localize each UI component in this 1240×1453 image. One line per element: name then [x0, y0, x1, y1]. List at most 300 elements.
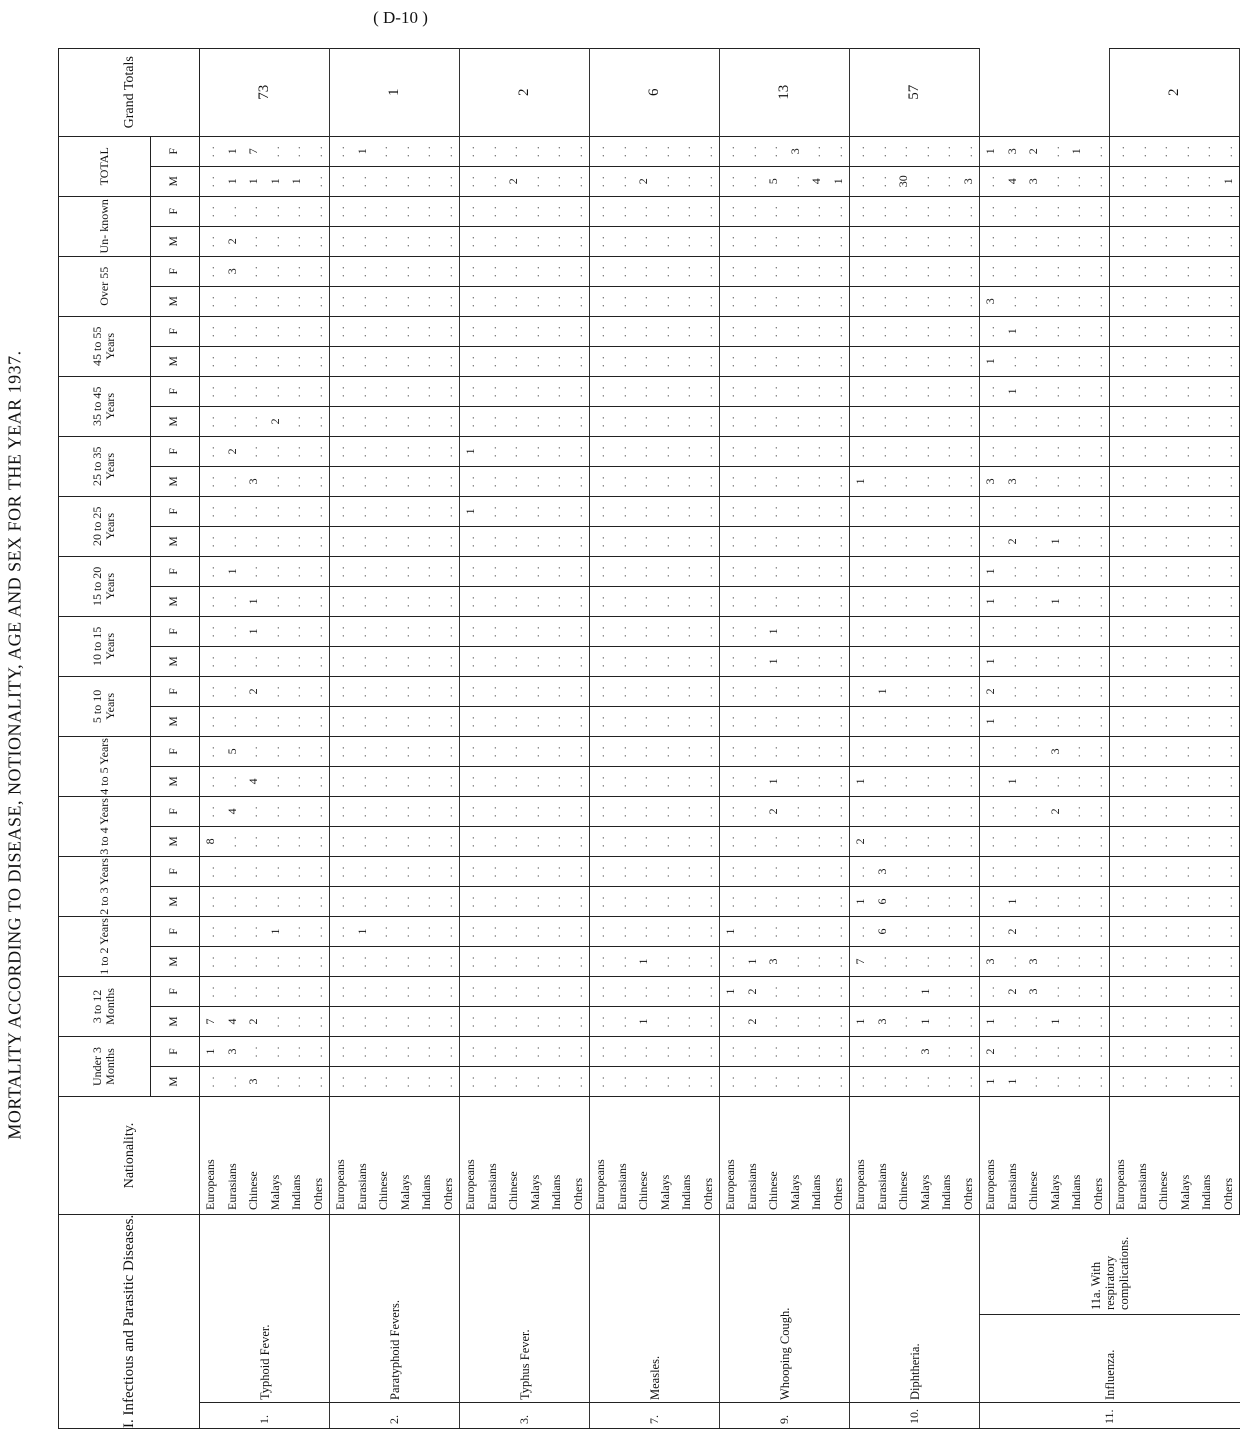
empty-cell: . .	[612, 886, 634, 916]
empty-cell: . .	[1153, 556, 1175, 586]
empty-cell: . .	[1196, 706, 1218, 736]
table-row	[330, 48, 352, 1428]
empty-cell: . .	[503, 676, 525, 706]
empty-cell: . .	[698, 466, 720, 496]
empty-cell: . .	[460, 526, 482, 556]
empty-cell: . .	[265, 496, 287, 526]
disease-name: Influenza.	[980, 1315, 1240, 1403]
empty-cell: . .	[395, 376, 417, 406]
empty-cell: . .	[438, 496, 460, 526]
empty-cell: . .	[568, 976, 590, 1006]
empty-cell: . .	[1153, 676, 1175, 706]
empty-cell: . .	[395, 1066, 417, 1096]
empty-cell: . .	[806, 496, 828, 526]
empty-cell: . .	[1175, 1066, 1197, 1096]
empty-cell: . .	[742, 286, 764, 316]
empty-cell: . .	[438, 946, 460, 976]
empty-cell: . .	[633, 916, 655, 946]
empty-cell: . .	[1218, 766, 1240, 796]
empty-cell: . .	[438, 316, 460, 346]
empty-cell: . .	[395, 196, 417, 226]
male-subheader: M	[150, 1066, 199, 1096]
empty-cell: . .	[893, 256, 915, 286]
empty-cell: . .	[1002, 556, 1024, 586]
empty-cell: . .	[612, 796, 634, 826]
empty-cell: . .	[1132, 886, 1154, 916]
empty-cell: . .	[546, 586, 568, 616]
empty-cell: . .	[265, 736, 287, 766]
empty-cell: . .	[1066, 226, 1088, 256]
empty-cell: . .	[1175, 256, 1197, 286]
empty-cell: . .	[352, 946, 374, 976]
empty-cell: . .	[373, 526, 395, 556]
empty-cell: . .	[222, 526, 244, 556]
mortality-table	[58, 48, 1240, 1429]
empty-cell: . .	[612, 826, 634, 856]
empty-cell: . .	[438, 676, 460, 706]
empty-cell: . .	[1045, 166, 1067, 196]
empty-cell: . .	[1175, 976, 1197, 1006]
empty-cell: . .	[612, 166, 634, 196]
empty-cell: . .	[1196, 316, 1218, 346]
empty-cell: . .	[525, 646, 547, 676]
empty-cell: . .	[655, 196, 677, 226]
empty-cell: . .	[1218, 496, 1240, 526]
empty-cell: . .	[460, 586, 482, 616]
empty-cell: . .	[850, 736, 872, 766]
empty-cell: . .	[915, 376, 937, 406]
female-subheader: F	[150, 436, 199, 466]
empty-cell: . .	[633, 376, 655, 406]
empty-cell: . .	[265, 1006, 287, 1036]
empty-cell: . .	[806, 556, 828, 586]
empty-cell: . .	[828, 736, 850, 766]
empty-cell: . .	[872, 316, 894, 346]
nationality-label: Eurasians	[612, 1096, 634, 1214]
empty-cell: . .	[460, 1006, 482, 1036]
empty-cell: . .	[243, 736, 265, 766]
empty-cell: . .	[785, 436, 807, 466]
empty-cell: . .	[1023, 376, 1045, 406]
empty-cell: . .	[1132, 556, 1154, 586]
empty-cell: . .	[1218, 946, 1240, 976]
male-subheader: M	[150, 466, 199, 496]
empty-cell: . .	[308, 406, 330, 436]
empty-cell: . .	[828, 496, 850, 526]
empty-cell: . .	[742, 376, 764, 406]
empty-cell: . .	[872, 346, 894, 376]
empty-cell: . .	[720, 796, 742, 826]
empty-cell: . .	[1132, 796, 1154, 826]
empty-cell: . .	[1196, 826, 1218, 856]
empty-cell: . .	[915, 316, 937, 346]
empty-cell: . .	[612, 616, 634, 646]
empty-cell: . .	[698, 436, 720, 466]
empty-cell: . .	[720, 436, 742, 466]
empty-cell: . .	[1002, 1006, 1024, 1036]
empty-cell: . .	[806, 316, 828, 346]
empty-cell: . .	[1045, 1066, 1067, 1096]
empty-cell: . .	[460, 1066, 482, 1096]
empty-cell: . .	[612, 226, 634, 256]
empty-cell: . .	[395, 226, 417, 256]
empty-cell: . .	[1196, 346, 1218, 376]
empty-cell: . .	[915, 646, 937, 676]
grand-total-value: 57	[850, 48, 980, 136]
empty-cell: . .	[286, 226, 308, 256]
empty-cell: . .	[373, 646, 395, 676]
empty-cell: . .	[633, 796, 655, 826]
empty-cell: . .	[1088, 1036, 1110, 1066]
male-subheader: M	[150, 646, 199, 676]
empty-cell: . .	[612, 256, 634, 286]
empty-cell: . .	[1153, 466, 1175, 496]
empty-cell: . .	[525, 1036, 547, 1066]
empty-cell: . .	[1175, 796, 1197, 826]
empty-cell: . .	[482, 556, 504, 586]
empty-cell: . .	[958, 616, 980, 646]
empty-cell: . .	[1153, 646, 1175, 676]
count-cell: 3	[1045, 736, 1067, 766]
empty-cell: . .	[243, 916, 265, 946]
empty-cell: . .	[243, 706, 265, 736]
empty-cell: . .	[286, 706, 308, 736]
empty-cell: . .	[655, 166, 677, 196]
empty-cell: . .	[568, 826, 590, 856]
empty-cell: . .	[676, 466, 698, 496]
empty-cell: . .	[1153, 346, 1175, 376]
empty-cell: . .	[980, 886, 1002, 916]
empty-cell: . .	[416, 406, 438, 436]
empty-cell: . .	[936, 706, 958, 736]
empty-cell: . .	[200, 166, 222, 196]
count-cell: 1	[980, 556, 1002, 586]
empty-cell: . .	[373, 976, 395, 1006]
empty-cell: . .	[1196, 916, 1218, 946]
count-cell: 2	[222, 226, 244, 256]
empty-cell: . .	[330, 736, 352, 766]
empty-cell: . .	[373, 706, 395, 736]
nationality-label: Others	[698, 1096, 720, 1214]
count-cell: 2	[243, 676, 265, 706]
nationality-label: Chinese	[633, 1096, 655, 1214]
empty-cell: . .	[1218, 1006, 1240, 1036]
empty-cell: . .	[720, 826, 742, 856]
empty-cell: . .	[763, 226, 785, 256]
empty-cell: . .	[872, 706, 894, 736]
empty-cell: . .	[1045, 136, 1067, 166]
empty-cell: . .	[785, 916, 807, 946]
empty-cell: . .	[698, 136, 720, 166]
empty-cell: . .	[1002, 256, 1024, 286]
empty-cell: . .	[1153, 736, 1175, 766]
empty-cell: . .	[893, 736, 915, 766]
empty-cell: . .	[286, 646, 308, 676]
nationality-label: Indians	[416, 1096, 438, 1214]
empty-cell: . .	[1132, 616, 1154, 646]
empty-cell: . .	[850, 1036, 872, 1066]
empty-cell: . .	[1153, 706, 1175, 736]
empty-cell: . .	[1218, 826, 1240, 856]
empty-cell: . .	[676, 616, 698, 646]
count-cell: 2	[633, 166, 655, 196]
empty-cell: . .	[460, 646, 482, 676]
empty-cell: . .	[633, 346, 655, 376]
grand-total-value: 73	[200, 48, 330, 136]
empty-cell: . .	[742, 256, 764, 286]
empty-cell: . .	[633, 706, 655, 736]
empty-cell: . .	[308, 196, 330, 226]
grand-total-value: 13	[720, 48, 850, 136]
empty-cell: . .	[373, 796, 395, 826]
empty-cell: . .	[698, 766, 720, 796]
empty-cell: . .	[482, 226, 504, 256]
count-cell: 1	[980, 1066, 1002, 1096]
empty-cell: . .	[720, 526, 742, 556]
empty-cell: . .	[936, 586, 958, 616]
empty-cell: . .	[806, 256, 828, 286]
empty-cell: . .	[742, 1066, 764, 1096]
empty-cell: . .	[1002, 676, 1024, 706]
empty-cell: . .	[200, 286, 222, 316]
empty-cell: . .	[806, 226, 828, 256]
empty-cell: . .	[958, 796, 980, 826]
empty-cell: . .	[373, 916, 395, 946]
count-cell: 1	[850, 466, 872, 496]
empty-cell: . .	[503, 556, 525, 586]
empty-cell: . .	[828, 916, 850, 946]
empty-cell: . .	[698, 586, 720, 616]
empty-cell: . .	[330, 166, 352, 196]
empty-cell: . .	[763, 916, 785, 946]
empty-cell: . .	[633, 766, 655, 796]
empty-cell: . .	[1088, 946, 1110, 976]
empty-cell: . .	[286, 976, 308, 1006]
empty-cell: . .	[872, 1036, 894, 1066]
empty-cell: . .	[222, 496, 244, 526]
empty-cell: . .	[1023, 886, 1045, 916]
empty-cell: . .	[1196, 406, 1218, 436]
empty-cell: . .	[286, 406, 308, 436]
empty-cell: . .	[416, 586, 438, 616]
empty-cell: . .	[482, 856, 504, 886]
count-cell: 3	[872, 1006, 894, 1036]
empty-cell: . .	[373, 286, 395, 316]
empty-cell: . .	[1066, 466, 1088, 496]
count-cell: 3	[785, 136, 807, 166]
empty-cell: . .	[806, 136, 828, 166]
empty-cell: . .	[1110, 706, 1132, 736]
empty-cell: . .	[1110, 196, 1132, 226]
empty-cell: . .	[1196, 616, 1218, 646]
empty-cell: . .	[1045, 286, 1067, 316]
male-subheader: M	[150, 226, 199, 256]
empty-cell: . .	[1175, 1036, 1197, 1066]
empty-cell: . .	[568, 196, 590, 226]
empty-cell: . .	[698, 196, 720, 226]
empty-cell: . .	[1002, 826, 1024, 856]
empty-cell: . .	[503, 766, 525, 796]
age-group-header: Over 55	[59, 256, 151, 316]
empty-cell: . .	[243, 376, 265, 406]
empty-cell: . .	[1110, 1066, 1132, 1096]
empty-cell: . .	[655, 766, 677, 796]
empty-cell: . .	[1066, 406, 1088, 436]
empty-cell: . .	[590, 676, 612, 706]
empty-cell: . .	[482, 886, 504, 916]
empty-cell: . .	[590, 496, 612, 526]
empty-cell: . .	[763, 316, 785, 346]
empty-cell: . .	[482, 406, 504, 436]
empty-cell: . .	[395, 736, 417, 766]
empty-cell: . .	[763, 736, 785, 766]
empty-cell: . .	[698, 736, 720, 766]
empty-cell: . .	[330, 766, 352, 796]
count-cell: 1	[1045, 526, 1067, 556]
empty-cell: . .	[286, 1006, 308, 1036]
empty-cell: . .	[1196, 976, 1218, 1006]
empty-cell: . .	[676, 706, 698, 736]
empty-cell: . .	[416, 196, 438, 226]
empty-cell: . .	[655, 346, 677, 376]
empty-cell: . .	[568, 436, 590, 466]
empty-cell: . .	[395, 916, 417, 946]
empty-cell: . .	[1088, 196, 1110, 226]
empty-cell: . .	[785, 466, 807, 496]
empty-cell: . .	[525, 766, 547, 796]
empty-cell: . .	[308, 1036, 330, 1066]
empty-cell: . .	[1175, 616, 1197, 646]
nationality-label: Malays	[1045, 1096, 1067, 1214]
empty-cell: . .	[568, 706, 590, 736]
empty-cell: . .	[590, 946, 612, 976]
empty-cell: . .	[785, 1036, 807, 1066]
table-row	[200, 48, 222, 1428]
empty-cell: . .	[936, 166, 958, 196]
empty-cell: . .	[546, 526, 568, 556]
empty-cell: . .	[568, 286, 590, 316]
empty-cell: . .	[850, 496, 872, 526]
empty-cell: . .	[742, 316, 764, 346]
empty-cell: . .	[308, 646, 330, 676]
empty-cell: . .	[525, 856, 547, 886]
empty-cell: . .	[763, 886, 785, 916]
empty-cell: . .	[330, 466, 352, 496]
empty-cell: . .	[568, 226, 590, 256]
empty-cell: . .	[742, 496, 764, 526]
empty-cell: . .	[1153, 976, 1175, 1006]
empty-cell: . .	[1066, 766, 1088, 796]
empty-cell: . .	[1110, 856, 1132, 886]
empty-cell: . .	[893, 946, 915, 976]
empty-cell: . .	[850, 136, 872, 166]
empty-cell: . .	[395, 436, 417, 466]
empty-cell: . .	[1110, 886, 1132, 916]
count-cell: 2	[980, 676, 1002, 706]
empty-cell: . .	[655, 316, 677, 346]
empty-cell: . .	[1132, 436, 1154, 466]
grand-totals-header: Grand Totals	[59, 48, 200, 136]
empty-cell: . .	[1045, 826, 1067, 856]
nationality-label: Chinese	[893, 1096, 915, 1214]
empty-cell: . .	[958, 376, 980, 406]
empty-cell: . .	[1066, 376, 1088, 406]
empty-cell: . .	[352, 496, 374, 526]
empty-cell: . .	[698, 676, 720, 706]
empty-cell: . .	[698, 556, 720, 586]
empty-cell: . .	[1153, 886, 1175, 916]
empty-cell: . .	[395, 1006, 417, 1036]
empty-cell: . .	[546, 466, 568, 496]
empty-cell: . .	[1218, 706, 1240, 736]
empty-cell: . .	[633, 646, 655, 676]
empty-cell: . .	[330, 556, 352, 586]
empty-cell: . .	[828, 556, 850, 586]
empty-cell: . .	[416, 136, 438, 166]
count-cell: 1	[265, 166, 287, 196]
empty-cell: . .	[438, 1006, 460, 1036]
empty-cell: . .	[1066, 1066, 1088, 1096]
count-cell: 2	[980, 1036, 1002, 1066]
empty-cell: . .	[1196, 256, 1218, 286]
count-cell: 5	[222, 736, 244, 766]
empty-cell: . .	[222, 946, 244, 976]
empty-cell: . .	[806, 196, 828, 226]
empty-cell: . .	[330, 496, 352, 526]
count-cell: 1	[850, 766, 872, 796]
count-cell: 1	[222, 136, 244, 166]
empty-cell: . .	[416, 496, 438, 526]
count-cell: 1	[1002, 1066, 1024, 1096]
empty-cell: . .	[676, 556, 698, 586]
female-subheader: F	[150, 556, 199, 586]
empty-cell: . .	[633, 736, 655, 766]
empty-cell: . .	[286, 946, 308, 976]
empty-cell: . .	[352, 826, 374, 856]
empty-cell: . .	[525, 346, 547, 376]
empty-cell: . .	[546, 736, 568, 766]
empty-cell: . .	[1218, 916, 1240, 946]
empty-cell: . .	[222, 586, 244, 616]
empty-cell: . .	[1196, 136, 1218, 166]
empty-cell: . .	[742, 406, 764, 436]
empty-cell: . .	[503, 856, 525, 886]
empty-cell: . .	[1153, 826, 1175, 856]
empty-cell: . .	[915, 676, 937, 706]
empty-cell: . .	[893, 436, 915, 466]
side-title	[4, 40, 26, 1450]
empty-cell: . .	[958, 1036, 980, 1066]
empty-cell: . .	[893, 916, 915, 946]
disease-name: Whooping Cough.	[720, 1214, 850, 1402]
empty-cell: . .	[1196, 226, 1218, 256]
empty-cell: . .	[1023, 736, 1045, 766]
empty-cell: . .	[763, 136, 785, 166]
empty-cell: . .	[655, 1006, 677, 1036]
empty-cell: . .	[460, 136, 482, 166]
empty-cell: . .	[1088, 916, 1110, 946]
empty-cell: . .	[1088, 646, 1110, 676]
empty-cell: . .	[698, 166, 720, 196]
empty-cell: . .	[1023, 826, 1045, 856]
empty-cell: . .	[482, 496, 504, 526]
empty-cell: . .	[633, 316, 655, 346]
empty-cell: . .	[503, 1006, 525, 1036]
empty-cell: . .	[503, 616, 525, 646]
empty-cell: . .	[525, 286, 547, 316]
empty-cell: . .	[1196, 436, 1218, 466]
empty-cell: . .	[1045, 316, 1067, 346]
